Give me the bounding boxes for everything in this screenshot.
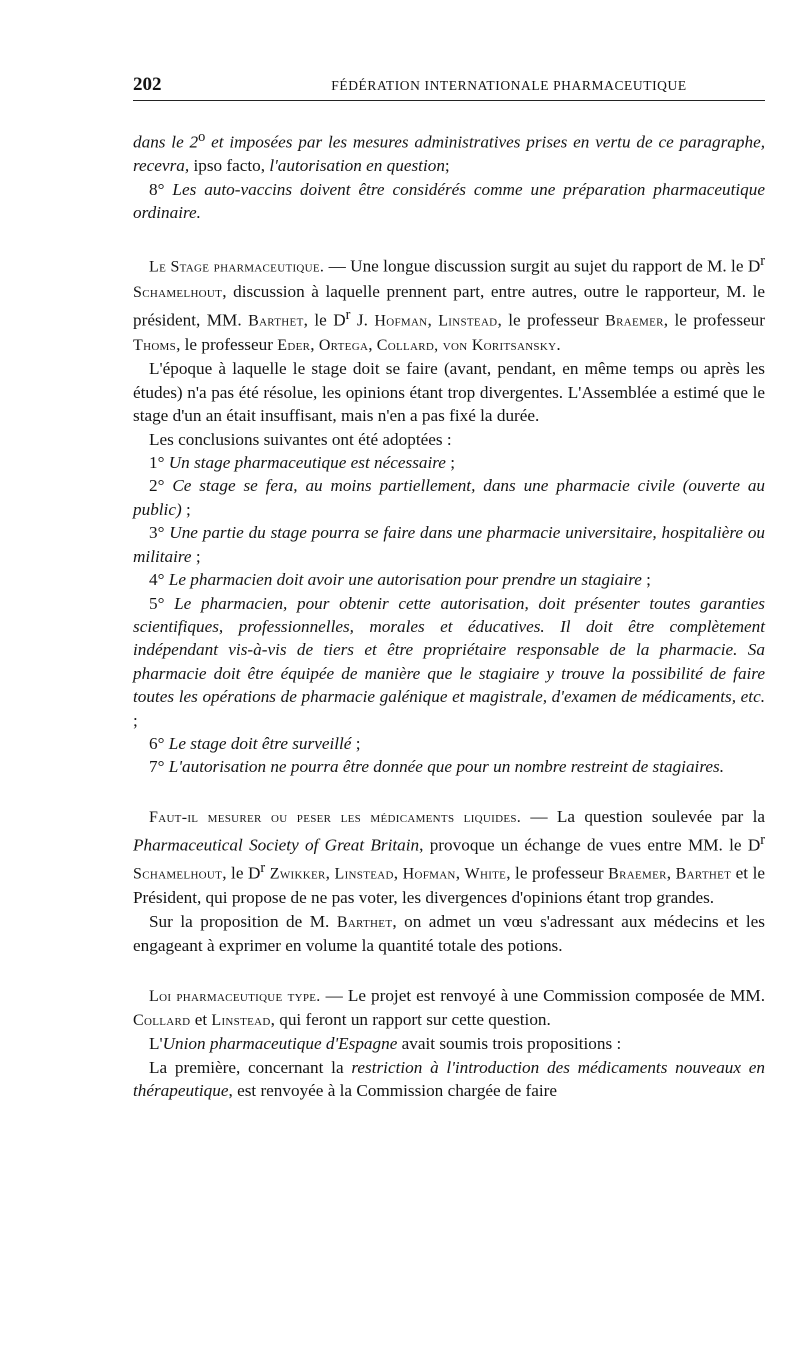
section-heading: Le Stage pharmaceutique. (149, 259, 325, 277)
item-text: Une partie du stage pourra se faire dans une pharmacie universitaire, hospitalière ou militaire (133, 523, 765, 566)
item-number: 8° (149, 179, 173, 199)
person-name: Linstead (334, 866, 394, 884)
list-item-8 (133, 178, 765, 225)
text-italic: Union pharmaceutique d'Espagne (162, 1034, 398, 1054)
text-italic: et imposées par les mesures administratives prises en vertu de ce paragraphe, recevra, (133, 132, 765, 176)
person-name: Linstead (438, 312, 498, 330)
paragraph: Les conclusions suivantes ont été adoptées : (149, 429, 452, 449)
item-number: 3° (149, 523, 170, 543)
text: ; (444, 156, 450, 176)
text: , (427, 310, 439, 330)
page-header (133, 74, 765, 101)
text-italic: restriction à l'introduction des médicaments nouveaux en thérapeutique (133, 1057, 765, 1101)
paragraph-continuation (133, 126, 765, 178)
page-number: 202 (133, 74, 162, 95)
person-name: Linstead (211, 1012, 271, 1030)
person-name: Collard (376, 337, 435, 355)
item-tail: ; (351, 733, 361, 753)
text: , le D (303, 310, 346, 330)
person-name: Barthet (248, 312, 304, 330)
person-name: Barthet (675, 866, 732, 884)
item-tail: ; (191, 546, 201, 566)
superscript: r (260, 860, 266, 877)
list-item (133, 451, 765, 474)
person-name: Barthet (336, 913, 393, 931)
text: et le Président, qui propose de ne pas voter, les divergences d'opinions étant trop grandes. (133, 864, 766, 908)
person-name: Braemer (608, 866, 667, 884)
text: , on admet un vœu s'adressant aux médecins et les engageant à exprimer en volume la quantité totale des potions. (133, 911, 765, 956)
text: — Une longue discussion surgit au sujet du rapport de M. le D (324, 257, 761, 277)
text: . (556, 335, 561, 355)
text: , le professeur (663, 310, 765, 330)
person-name: Hofman (374, 312, 428, 330)
item-number: 1° (149, 453, 169, 473)
section-stage-intro (133, 250, 765, 357)
person-name: Eder (277, 337, 311, 355)
list-item (133, 592, 765, 732)
list-item (133, 521, 765, 568)
superscript: r (345, 306, 351, 323)
item-text: Le stage doit être surveillé (168, 733, 352, 753)
text: Sur la proposition de M. (149, 911, 337, 931)
text: et (190, 1010, 212, 1030)
item-text: Un stage pharmaceutique est nécessaire (168, 453, 446, 473)
person-name: Hofman (402, 866, 456, 884)
text: , le D (222, 864, 261, 884)
paragraph (133, 1056, 765, 1103)
text-italic: dans le 2 (133, 132, 199, 152)
text: — Le projet est renvoyé à une Commission composée de MM. (320, 985, 765, 1005)
section-loi-intro (133, 984, 765, 1033)
text: , qui feront un rapport sur cette question. (270, 1010, 551, 1030)
body-text (133, 126, 765, 1103)
text-italic: l'autorisation en question (269, 156, 445, 176)
section-gap (133, 779, 765, 805)
paragraph (133, 1032, 765, 1055)
paragraph: L'époque à laquelle le stage doit se faire (avant, pendant, en même temps ou après les études) n'a pas été résolue, les opinions étant trop divergentes. L'Assemblée a estimé que le stage d'un an était insuffisant, mais n'en a pas fixé la durée. (133, 359, 765, 426)
superscript: r (760, 832, 766, 849)
text: , (325, 864, 335, 884)
item-tail: ; (641, 570, 651, 590)
person-name: Braemer (605, 312, 664, 330)
person-name: White (464, 866, 507, 884)
text: avait soumis trois propositions : (397, 1034, 622, 1054)
text-italic: Pharmaceutical Society of Great Britain (133, 835, 420, 855)
text: ipso facto, (189, 156, 270, 176)
text: , (666, 864, 676, 884)
text: J. (350, 310, 375, 330)
superscript: r (760, 253, 766, 270)
item-text: Le pharmacien, pour obtenir cette autorisation, doit présenter toutes garanties scientifiques, professionnelles, morales et éducatives. Il doit être complètement indépendant vis-à-vis de tiers et être propriétaire responsable de la pharmacie. Sa pharmacie doit être équipée de manière que le stagiaire y trouve la possibilité de faire toutes les opérations de pharmacie galénique et magistrale, d'examen de médicaments, etc. (133, 593, 765, 707)
item-text: Les auto-vaccins doivent être considérés comme une préparation pharmaceutique ordinaire. (133, 179, 766, 222)
text: , discussion à laquelle prennent part, entre autres, outre le rapporteur, M. le président, MM. (133, 281, 765, 330)
item-number: 4° (149, 570, 169, 590)
text: , von (434, 337, 472, 355)
section-gap (133, 958, 765, 984)
person-name: Collard (133, 1012, 191, 1030)
item-text: Ce stage se fera, au moins partiellement, dans une pharmacie civile (ouverte au public) (133, 476, 766, 519)
person-name: Schamelhout (133, 866, 223, 884)
item-number: 6° (149, 733, 169, 753)
item-text: Le pharmacien doit avoir une autorisation pour prendre un stagiaire (168, 570, 642, 590)
person-name: Ortega (318, 337, 369, 355)
item-number: 7° (149, 757, 169, 777)
text: , (368, 335, 377, 355)
text: , (455, 864, 465, 884)
text: , provoque un échange de vues entre MM. le D (419, 835, 761, 855)
item-number: 2° (149, 476, 173, 496)
list-item (133, 474, 765, 521)
text: , le professeur (506, 864, 609, 884)
item-tail: ; (445, 453, 456, 473)
section-heading: Loi pharmaceutique type. (149, 987, 321, 1005)
list-item (133, 755, 765, 778)
text: La première, concernant la (149, 1057, 352, 1077)
person-name: Schamelhout (133, 283, 223, 301)
section-mesurer-intro (133, 805, 765, 910)
superscript: o (198, 129, 206, 145)
item-text: L'autorisation ne pourra être donnée que pour un nombre restreint de stagiaires. (168, 757, 724, 777)
text: — La question soulevée par la (521, 806, 765, 826)
person-name: Koritsansky (471, 337, 557, 355)
person-name: Thoms (133, 337, 177, 355)
text: L' (149, 1034, 163, 1054)
section-heading: Faut-il mesurer ou peser les médicaments liquides. (149, 808, 522, 826)
item-tail: ; (181, 499, 191, 519)
section-gap (133, 224, 765, 250)
list-item (133, 732, 765, 755)
paragraph (133, 910, 765, 958)
item-number: 5° (149, 593, 175, 613)
text: , (310, 335, 319, 355)
running-head: FÉDÉRATION INTERNATIONALE PHARMACEUTIQUE (331, 78, 687, 93)
text: , le professeur (176, 335, 278, 355)
list-item (133, 568, 765, 591)
text: , (393, 864, 403, 884)
person-name: Zwikker (269, 866, 326, 884)
item-tail: ; (133, 710, 138, 730)
text: , le professeur (497, 310, 606, 330)
text: , est renvoyée à la Commission chargée de faire (228, 1081, 557, 1101)
